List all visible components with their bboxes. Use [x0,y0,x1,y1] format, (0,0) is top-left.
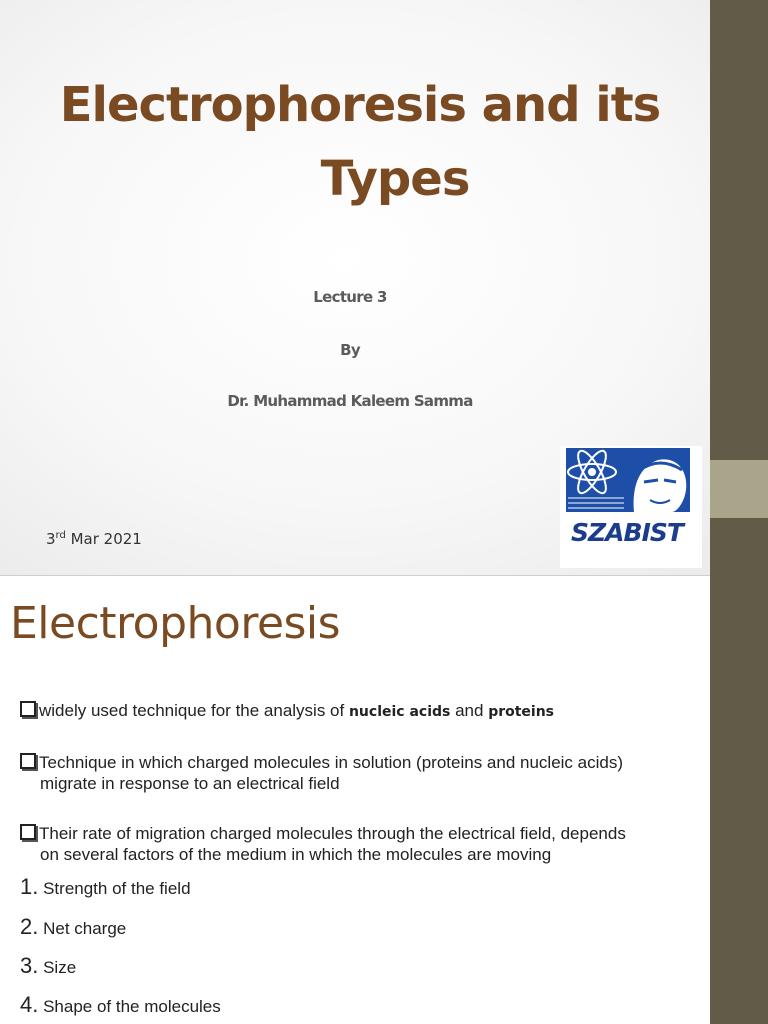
bullet-item-3: Their rate of migration charged molecules through the electrical field, depends on several factors of the medium in which the molecules are moving [20,823,715,865]
lecture-date: 3rd Mar 2021 [46,530,142,548]
slide-heading: Electrophoresis [10,598,341,649]
bullet-item-1: widely used technique for the analysis of nucleic acids and proteins [20,700,715,723]
content-slide [0,576,768,1024]
lecture-label: Lecture 3 [313,288,387,306]
bullet-item-2: Technique in which charged molecules in solution (proteins and nucleic acids) migrate in response to an electrical field [20,752,715,794]
slide-title [40,68,680,216]
sidebar-accent-block [710,460,768,518]
factor-item: 4. Shape of the molecules [20,992,221,1017]
by-label: By [340,341,360,359]
checkbox-bullet-icon [20,701,36,717]
factor-item: 1. Strength of the field [20,874,191,899]
logo-emblem-icon [560,446,694,518]
title-line-1: Electrophoresis and its [59,77,661,133]
checkbox-bullet-icon [20,753,36,769]
factor-item: 3. Size [20,953,77,978]
factor-item: 2. Net charge [20,914,127,939]
title-line-2: Types [320,151,470,207]
checkbox-bullet-icon [20,824,36,840]
author-name: Dr. Muhammad Kaleem Samma [227,392,473,410]
szabist-logo [560,446,702,568]
logo-text: SZABIST [571,518,683,547]
